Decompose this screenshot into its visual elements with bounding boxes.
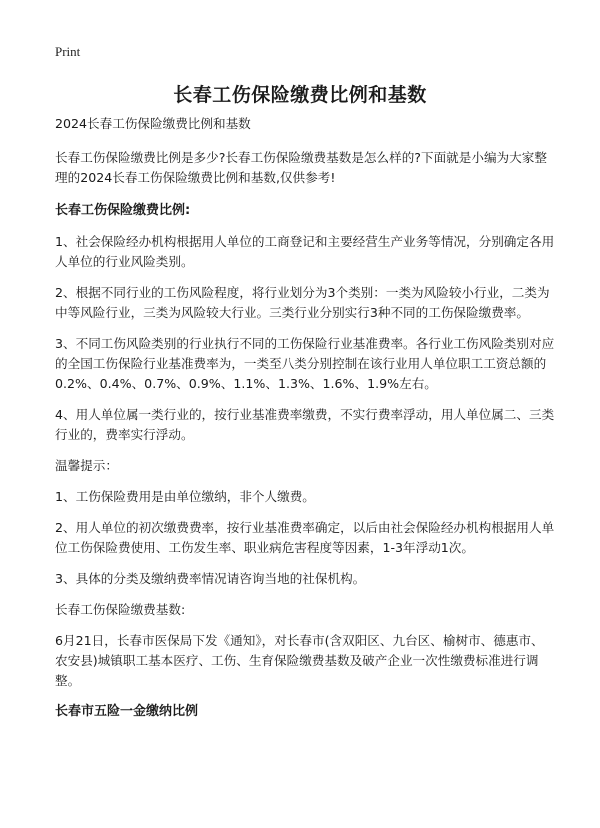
article-subtitle: 2024长春工伤保险缴费比例和基数 (55, 116, 251, 131)
ratio-item-3: 3、不同工伤风险类别的行业执行不同的工伤保险行业基准费率。各行业工伤风险类别对应的全国工伤保险行业基准费率为，一类至八类分别控制在该行业用人单位职工工资总额的0.2%、0.4%、0.7%、0.9%、1.1%、1.3%、1.6%、1.9%左右。 (55, 336, 555, 391)
ratio-item-2: 2、根据不同行业的工伤风险程度，将行业划分为3个类别：一类为风险较小行业，二类为中等风险行业，三类为风险较大行业。三类行业分别实行3种不同的工伤保险缴费率。 (55, 285, 550, 320)
ratio-item-4: 4、用人单位属一类行业的，按行业基准费率缴费，不实行费率浮动，用人单位属二、三类行业的，费率实行浮动。 (55, 407, 555, 442)
section-heading-ratio: 长春工伤保险缴费比例: (55, 203, 191, 218)
base-paragraph: 6月21日，长春市医保局下发《通知》，对长春市(含双阳区、九台区、榆树市、德惠市、农安县)城镇职工基本医疗、工伤、生育保险缴费基数及破产企业一次性缴费标准进行调整。 (55, 633, 544, 688)
section-heading-five-insurances: 长春市五险一金缴纳比例 (55, 704, 199, 719)
article-body (55, 114, 555, 733)
intro-paragraph: 长春工伤保险缴费比例是多少?长春工伤保险缴费基数是怎么样的?下面就是小编为大家整理的2024长春工伤保险缴费比例和基数,仅供参考! (55, 150, 547, 185)
tip-item-1: 1、工伤保险费用是由单位缴纳，非个人缴费。 (55, 489, 315, 504)
ratio-item-1: 1、社会保险经办机构根据用人单位的工商登记和主要经营生产业务等情况，分别确定各用人单位的行业风险类别。 (55, 234, 555, 269)
section-heading-base: 长春工伤保险缴费基数: (55, 602, 186, 617)
tip-item-3: 3、具体的分类及缴纳费率情况请咨询当地的社保机构。 (55, 571, 366, 586)
print-link[interactable]: Print (55, 44, 81, 59)
tip-item-2: 2、用人单位的初次缴费费率，按行业基准费率确定，以后由社会保险经办机构根据用人单位工伤保险费使用、工伤发生率、职业病危害程度等因素，1-3年浮动1次。 (55, 520, 555, 555)
tips-heading: 温馨提示： (55, 458, 118, 473)
page-title: 长春工伤保险缴费比例和基数 (173, 84, 427, 106)
